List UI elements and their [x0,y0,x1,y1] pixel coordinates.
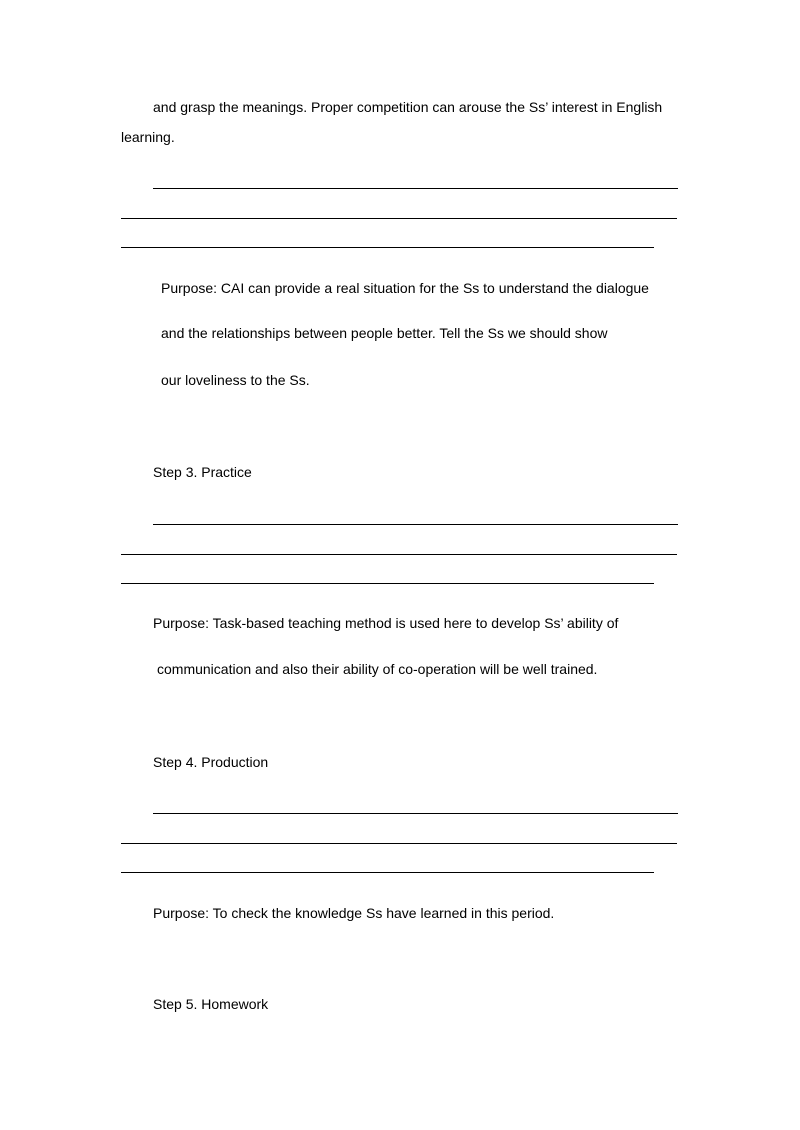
purpose-check-line-1: Purpose: To check the knowledge Ss have learned in this period. [153,905,555,921]
purpose-cai-line-1: Purpose: CAI can provide a real situation for the Ss to understand the dialogue [161,280,649,296]
step-3-heading: Step 3. Practice [153,464,252,480]
blank-answer-line [121,218,677,219]
intro-line-1: and grasp the meanings. Proper competition can arouse the Ss’ interest in English [153,99,663,115]
intro-line-2: learning. [121,129,175,145]
blank-answer-line [121,247,654,248]
blank-answer-line [153,524,678,525]
step-5-heading: Step 5. Homework [153,996,269,1012]
purpose-task-line-2: communication and also their ability of co-operation will be well trained. [157,661,598,677]
blank-answer-line [121,872,654,873]
blank-answer-line [153,188,678,189]
purpose-cai-line-3: our loveliness to the Ss. [161,372,310,388]
blank-answer-line [153,813,678,814]
blank-answer-line [121,583,654,584]
step-4-heading: Step 4. Production [153,754,269,770]
blank-answer-line [121,843,677,844]
purpose-task-line-1: Purpose: Task-based teaching method is used here to develop Ss’ ability of [153,615,619,631]
blank-answer-line [121,554,677,555]
purpose-cai-line-2: and the relationships between people better. Tell the Ss we should show [161,325,608,341]
